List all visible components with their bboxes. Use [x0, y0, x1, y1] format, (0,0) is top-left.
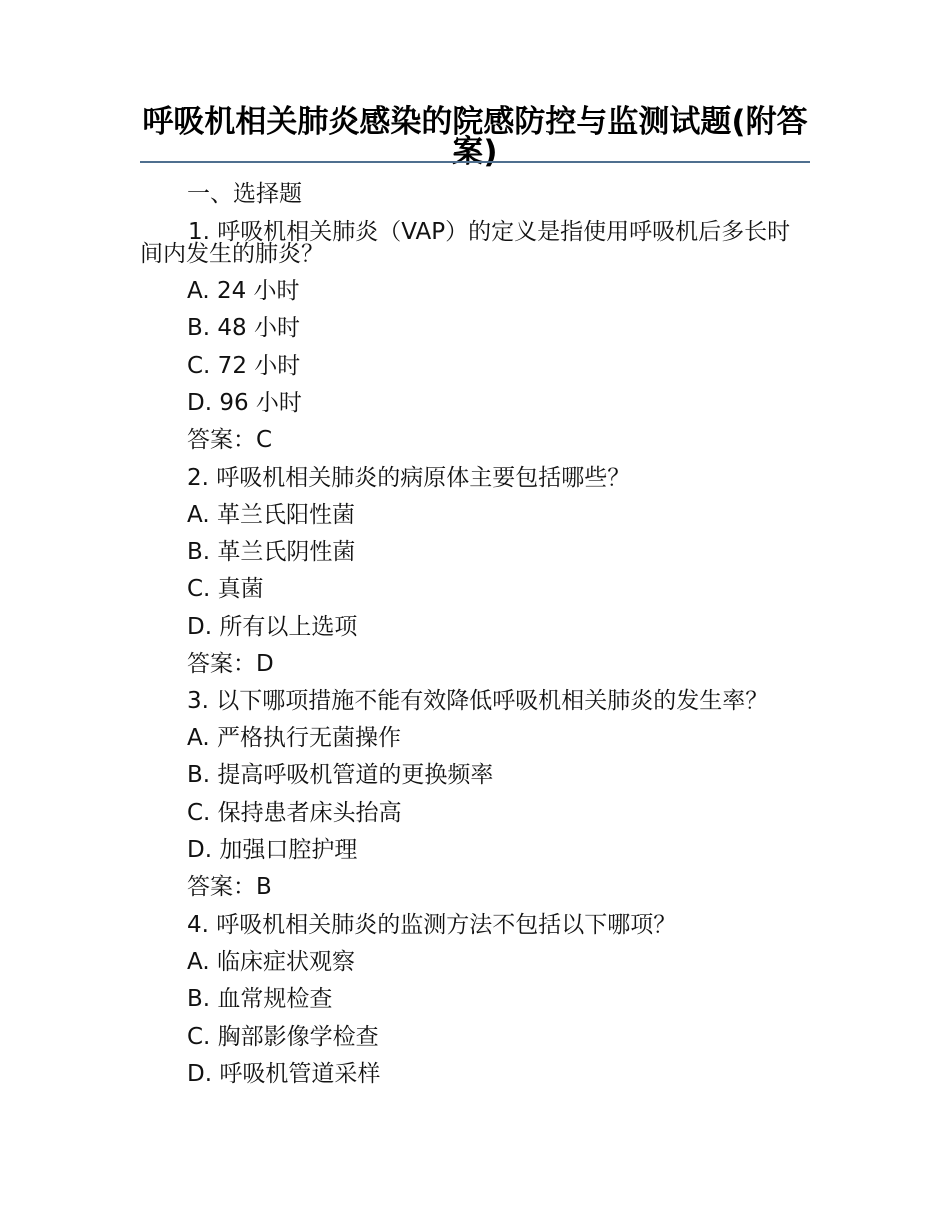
question-1-option-a: A. 24 小时	[187, 278, 300, 304]
question-1-option-d: D. 96 小时	[187, 390, 302, 416]
question-4-option-c: C. 胸部影像学检查	[187, 1024, 379, 1050]
question-2-option-d: D. 所有以上选项	[187, 614, 358, 640]
question-1-text: 1. 呼吸机相关肺炎（VAP）的定义是指使用呼吸机后多长时间内发生的肺炎？	[140, 219, 791, 267]
question-3-answer: 答案：B	[187, 874, 272, 900]
question-1-answer: 答案：C	[187, 427, 273, 453]
question-3-option-d: D. 加强口腔护理	[187, 837, 358, 863]
question-3-option-b: B. 提高呼吸机管道的更换频率	[187, 762, 494, 788]
question-2-text: 2. 呼吸机相关肺炎的病原体主要包括哪些？	[187, 465, 631, 491]
question-2-option-b: B. 革兰氏阴性菌	[187, 539, 356, 565]
question-4-option-d: D. 呼吸机管道采样	[187, 1061, 381, 1087]
section-heading: 一、选择题	[187, 181, 302, 207]
question-1-option-b: B. 48 小时	[187, 315, 300, 341]
question-4-text: 4. 呼吸机相关肺炎的监测方法不包括以下哪项？	[187, 912, 677, 938]
question-1-option-c: C. 72 小时	[187, 353, 301, 379]
question-3-option-c: C. 保持患者床头抬高	[187, 800, 402, 826]
question-2-option-a: A. 革兰氏阳性菌	[187, 502, 355, 528]
question-3-option-a: A. 严格执行无菌操作	[187, 725, 401, 751]
question-4-option-a: A. 临床症状观察	[187, 949, 355, 975]
question-3-text: 3. 以下哪项措施不能有效降低呼吸机相关肺炎的发生率？	[187, 688, 769, 714]
question-2-answer: 答案：D	[187, 651, 274, 677]
question-4-option-b: B. 血常规检查	[187, 986, 333, 1012]
document-title: 呼吸机相关肺炎感染的院感防控与监测试题(附答案)	[142, 104, 808, 170]
title-underline	[140, 161, 810, 163]
question-2-option-c: C. 真菌	[187, 576, 264, 602]
